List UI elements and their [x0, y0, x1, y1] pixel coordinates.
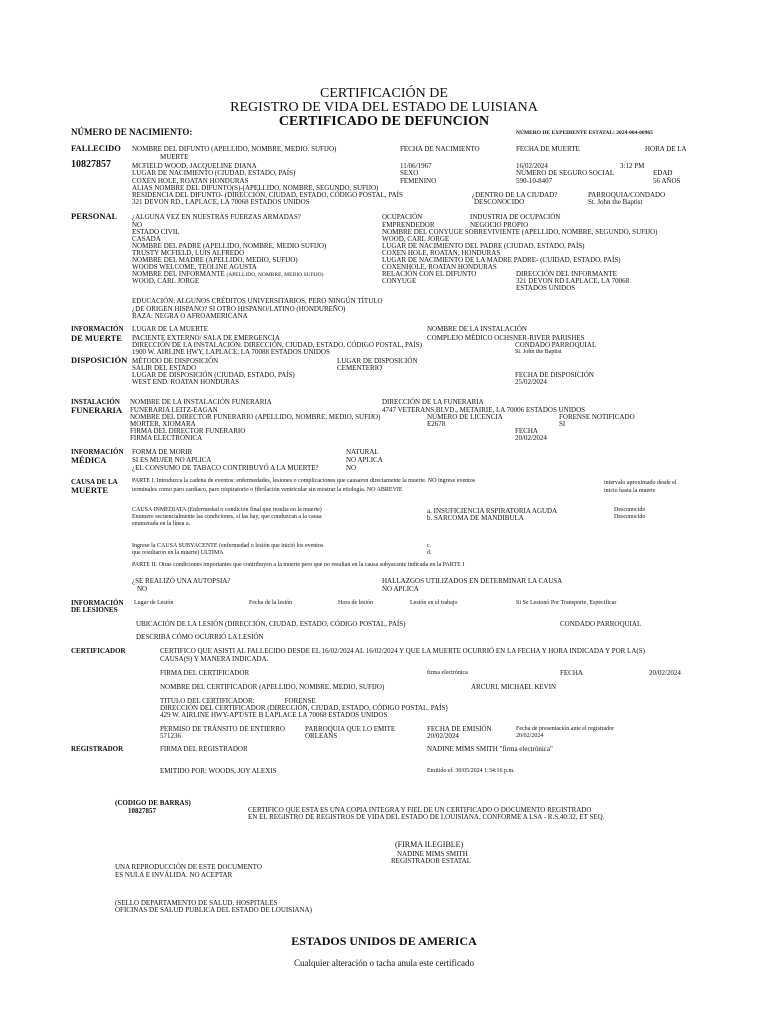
hispanic-origin: ¿DE ORIGEN HISPANO? SI OTRO HISPANO/LATINO (HONDUREÑO): [132, 305, 346, 313]
label-burial-permit: PERMISO DE TRÁNSITO DE ENTIERRO: [160, 725, 285, 733]
section-death-info: INFORMACIÓN: [71, 325, 124, 333]
manner: NATURAL: [346, 448, 379, 456]
birthdate: 11/06/1967: [400, 162, 432, 170]
section-injury: INFORMACIÓN: [71, 599, 124, 607]
label-sex: SEXO: [400, 169, 419, 177]
funeral-date: 20/02/2024: [515, 434, 547, 442]
immediate-cause-label: CAUSA INMEDIATA (Enfermedad o condición final que resulta en la muerte): [132, 507, 322, 513]
father: TRUSTY MCFIELD, LUIS ALFREDO: [132, 249, 245, 257]
disposition-location: WEST END. ROATAN HONDURAS: [132, 378, 240, 386]
death-place: PACIENTE EXTERNO/ SALA DE EMERGENCIA: [132, 334, 280, 342]
title-line3: CERTIFICADO DE DEFUNCION: [278, 114, 490, 129]
findings: NO APLICA: [382, 585, 419, 593]
label-inside-city: ¿DENTRO DE LA CIUDAD?: [472, 191, 558, 199]
seal-description: (SELLO DEPARTAMENTO DE SALUD, HOSPITALES: [115, 899, 278, 907]
autopsy: NO: [137, 585, 148, 593]
industry: NEGOCIO PROPIO: [470, 221, 529, 229]
informant: WOOD, CARL JORGE: [132, 277, 200, 285]
burial-permit: 571236: [160, 732, 181, 740]
residence: 321 DEVON RD., LAPLACE, LA 70068 ESTADOS UNIDOS: [132, 198, 310, 206]
label-age: EDAD: [653, 169, 673, 177]
pregnancy-question: SI ES MUJER NO APLICA: [132, 456, 212, 464]
death-parish: St. John the Baptist: [515, 349, 562, 355]
label-armed-forces: ¿ALGUNA VEZ EN NUESTRAS FUERZAS ARMADAS?: [132, 213, 301, 221]
section-funeral-2: FUNERARIA: [71, 405, 122, 415]
section-disposition: DISPOSICIÓN: [71, 355, 128, 365]
label-alias: ALIAS NOMBRE DEL DIFUNTO(S)-(APELLIDO, NOMBRE, SEGUNDO, SUFIJO): [132, 184, 379, 192]
immediate-cause-label-3: enumerada en la línea a.: [132, 521, 191, 527]
label-disposition-location: LUGAR DE DISPOSICIÓN (CIUDAD, ESTADO, PAÍS): [132, 371, 295, 379]
ssn: 590-10-8407: [516, 177, 553, 185]
label-mother: NOMBRE DEL MADRE (APELLIDO, MEDIO, SUFIJO): [132, 256, 298, 264]
armed-forces: NO: [132, 221, 143, 229]
barcode-number: 10827857: [128, 807, 156, 815]
section-death-info-2: DE MUERTE: [71, 333, 122, 343]
country-heading: ESTADOS UNIDOS DE AMERICA: [291, 934, 477, 948]
label-disposition-date: FECHA DE DISPOSICIÓN: [515, 371, 594, 379]
label-father: NOMBRE DEL PADRE (APELLIDO, NOMBRE, MEDIO SUFIJO): [132, 242, 327, 250]
part1-instructions-2: terminales como paro cardíaco, paro respiratorio o fibrilación ventricular sin mostrar la etiología. NO ABREVIE: [132, 487, 403, 493]
label-injury-transport: Si Se Lesionó Por Transporte, Especificar: [516, 600, 617, 606]
spouse: WOOD, CARL JORGE: [382, 235, 450, 243]
certifier-statement-2: CAUSA(S) Y MANERA INDICADA.: [160, 655, 269, 663]
birth-number-label: NÚMERO DE NACIMIENTO:: [71, 127, 193, 137]
label-license: NÚMERO DE LICENCIA: [427, 413, 503, 421]
section-registrar: REGISTRADOR: [71, 745, 124, 753]
label-autopsy: ¿SE REALIZÓ UNA AUTOPSIA?: [132, 577, 231, 585]
immediate-cause-label-2: Enumere secuencialmente las condiciones, si las hay, que conduzcan a la causa: [132, 514, 322, 520]
issued-on: Emitido el: 30/05/2024 1:34:16 p.m.: [427, 768, 515, 774]
cause-b: b. SARCOMA DE MANDIBULA: [427, 514, 524, 522]
decedent-name: MCFIELD WOOD, JACQUELINE DIANA: [132, 162, 257, 170]
seal-description-2: OFICINAS DE SALUD PUBLICA DEL ESTADO DE LOUISIANA): [115, 906, 312, 914]
disposition-method: SALIR DEL ESTADO: [132, 364, 197, 372]
label-certifier-signature: FIRMA DEL CERTIFICADOR: [160, 669, 250, 677]
interval-b: Desconocido: [614, 514, 646, 520]
registrar-signature: NADINE MIMS SMITH "firma electrónica": [427, 745, 553, 753]
father-birthplace: COXEN HOLE, ROATAN, HONDURAS: [382, 249, 501, 257]
label-institution-address: DIRECCIÓN DE LA INSTALACIÓN: DIRECCIÓN, CIUDAD, ESTADO, CÓDIGO POSTAL, PAÍS): [132, 341, 422, 349]
certificate-number: 10827857: [71, 159, 111, 170]
label-funeral-home: NOMBRE DE LA INSTALACIÓN FUNERARIA: [130, 398, 272, 406]
part2-text: PARTE II. Otras condiciones importantes que contribuyen a la muerte pero que no resultan en la causa subyacente indicada en la PARTE I: [132, 562, 465, 568]
disposition-date: 25/02/2024: [515, 378, 547, 386]
title-line2: REGISTRO DE VIDA DEL ESTADO DE LUISIANA: [230, 100, 538, 115]
label-decedent-name: NOMBRE DEL DIFUNTO (APELLIDO, NOMBRE, MEDIO. SUFIJO): [132, 145, 337, 153]
funeral-director: MORTER, XIOMARA: [130, 420, 196, 428]
label-parish: PARROQUIA/CONDADO: [588, 191, 666, 199]
label-industry: INDUSTRIA DE OCUPACIÓN: [470, 213, 561, 221]
tobacco-question: ¿EL CONSUMO DE TABACO CONTRIBUYÓ A LA MUERTE?: [132, 464, 319, 472]
institution-address: 1900 W. AIRLINE HWY, LAPLACE, LA 70088 ESTADOS UNIDOS: [132, 348, 330, 356]
label-deathdate: FECHA DE MUERTE: [516, 145, 580, 153]
certifier-title-label: TITULO DEL CERTIFICADOR:: [160, 697, 255, 705]
coroner-notified: SI: [559, 420, 566, 428]
certifier-date: 20/02/2024: [649, 669, 681, 677]
label-disposition-place: LUGAR DE DISPOSICIÓN: [337, 357, 418, 365]
label-informant-address: DIRECCIÓN DEL INFORMANTE: [516, 270, 617, 278]
label-spouse: NOMBRE DEL CONYUGE SOBREVIVIENTE (APELLIDO, NOMBRE, SEGUNDO, SUFIJO): [382, 228, 658, 236]
reproduction-notice: UNA REPRODUCCIÓN DE ESTE DOCUMENTO: [115, 863, 262, 871]
interval-label-2: inicio hasta la muerte: [604, 488, 656, 494]
state-registrar-title: REGISTRADOR ESTATAL: [391, 857, 471, 865]
label-funeral-date: FECHA: [515, 427, 538, 435]
disposition-place: CEMENTERIO: [337, 364, 383, 372]
birthplace: COXEN HOLE, ROATAN HONDURAS: [132, 177, 249, 185]
sex: FEMENINO: [400, 177, 437, 185]
label-issue-date: FECHA DE EMISIÓN: [427, 725, 492, 733]
death-time: 3:12 PM: [620, 162, 645, 170]
certifier-name: ARCURI, MICHAEL KEVIN: [471, 683, 557, 691]
funeral-home: FUNERARIA LEITZ-EAGAN: [130, 406, 218, 414]
state-registrar-name: NADINE MIMS SMITH: [397, 850, 468, 858]
section-cause: CAUSA DE LA: [71, 478, 118, 486]
file-number: NÚMERO DE EXPEDIENTE ESTATAL: 2024-004-00965: [516, 130, 653, 136]
section-injury-2: DE LESIONES: [71, 606, 118, 614]
part1-instructions: PARTE I. Introduzca la cadena de eventos: enfermedades, lesiones o complicaciones que causaron directamente la muerte. NO ingrese eventos: [132, 478, 476, 484]
inside-city: DESCONOCIDO: [474, 198, 525, 206]
director-signature: FIRMA ELECTRONICA: [130, 434, 203, 442]
label-ssn: NÚMERO DE SEGURO SOCIAL: [516, 169, 615, 177]
section-certifier: CERTIFICADOR: [71, 647, 126, 655]
label-birthdate: FECHA DE NACIMIENTO: [400, 145, 480, 153]
informant-address: 321 DEVON RD LAPLACE, LA 70068: [516, 277, 630, 285]
license: E2678: [427, 420, 446, 428]
label-civil-status: ESTADO CIVIL: [132, 228, 180, 236]
label-disposition-method: MÉTODO DE DISPOSICIÓN: [132, 357, 219, 365]
certifier-statement: CERTIFICO QUE ASISTI AL FALLECIDO DESDE EL 16/02/2024 AL 16/02/2024 Y QUE LA MUERTE OCURRIÓ EN LA FECHA Y HORA INDICADA Y POR LA(S): [160, 647, 645, 655]
race: RAZA: NEGRA O AFROAMERICANA: [132, 312, 248, 320]
label-registrar-signature: FIRMA DEL REGISTRADOR: [160, 745, 248, 753]
label-funeral-director: NOMBRE DEL DIRECTOR FUNERARIO (APELLIDO, NOMBRE, MEDIO, SUFIJO): [130, 413, 381, 421]
relation: CONYUGE: [382, 277, 417, 285]
label-manner: FORMA DE MORIR: [132, 448, 193, 456]
underlying-cause-label-2: que resultaron en la muerte) ULTIMA: [132, 550, 224, 556]
label-injury-parish: CONDADO PARROQUIAL: [560, 620, 642, 628]
copy-certification: CERTIFICO QUE ESTA ES UNA COPIA INTEGRA Y FIEL DE UN CERTIFICADO O DOCUMENTO REGISTRADO: [248, 806, 592, 814]
label-relation: RELACIÓN CON EL DIFUNTO: [382, 270, 477, 278]
label-occupation: OCUPACIÓN: [382, 213, 423, 221]
label-injury-date: Fecha de la lesión: [249, 600, 293, 606]
alteration-warning: Cualquier alteración o tacha anula este certificado: [294, 958, 474, 968]
label-coroner-notified: FORENSE NOTIFICADO: [559, 413, 635, 421]
section-fallecido: FALLECIDO: [71, 143, 121, 153]
interval-label: intervalo aproximado desde el: [604, 480, 677, 486]
tobacco: NO: [346, 464, 357, 472]
label-director-signature: FIRMA DEL DIRECTOR FUNERARIO: [130, 427, 246, 435]
mother-birthplace: COXENHOLE, ROATAN HONDURAS: [382, 263, 497, 271]
certifier-title: FORENSE: [284, 697, 316, 705]
cause-d: d.: [427, 550, 432, 556]
label-injury-work: Lesión en el trabajo: [410, 600, 458, 606]
label-informant-main: NOMBRE DEL INFORMANTE: [132, 270, 225, 278]
label-death-hour: HORA DE LA: [645, 145, 687, 153]
label-father-birthplace: LUGAR DE NACIMIENTO DEL PADRE (CIUDAD, ESTADO, PAÍS): [382, 242, 585, 250]
education: EDUCACIÓN: ALGUNOS CRÉDITOS UNIVERSITARIOS, PERO NINGÚN TÍTULO: [132, 297, 383, 305]
label-injury-time: Hora de lesión: [338, 600, 373, 606]
section-funeral: INSTALACIÓN: [71, 398, 120, 406]
label-issuing-parish: PARROQUIA QUE LO EMITE: [305, 725, 396, 733]
civil-status: CASADA: [132, 235, 161, 243]
parish: St. John the Baptist: [588, 198, 643, 206]
label-injury-location: UBICACIÓN DE LA LESIÓN (DIRECCIÓN, CIUDAD, ESTADO, CÓDIGO POSTAL, PAÍS): [136, 620, 406, 628]
reproduction-notice-2: ES NULA E INVÁLIDA. NO ACEPTAR: [115, 871, 233, 879]
label-injury-place: Lugar de Lesión: [134, 600, 174, 606]
section-cause-2: MUERTE: [71, 485, 109, 495]
pregnancy: NO APLICA: [346, 456, 383, 464]
illegible-signature: (FIRMA ILEGIBLE): [395, 840, 464, 849]
cause-c: c.: [427, 543, 432, 549]
funeral-address: 4747 VETERANS BLVD., METAIRIE, LA 70006 ESTADOS UNIDOS: [382, 406, 586, 414]
section-medical-2: MÉDICA: [71, 455, 107, 465]
label-filing-date: Fecha de presentación ante el registrador: [516, 726, 615, 732]
barcode-label: (CODIGO DE BARRAS): [115, 799, 191, 807]
label-death-parish: CONDADO PARROQUIAL: [515, 341, 597, 349]
label-birthplace: LUGAR DE NACIMIENTO (CIUDAD, ESTADO, PAÍS): [132, 169, 296, 177]
deathdate: 16/02/2024: [516, 162, 548, 170]
filing-date: 20/02/2024: [516, 733, 544, 739]
label-certifier-address: DIRECCIÓN DEL CERTIFICADOR (DIRECCIÓN, CIUDAD, ESTADO, CÓDIGO POSTAL, PAÍS): [160, 704, 448, 712]
institution: COMPLEJO MÉDICO OCHSNER-RIVER PARISHES: [427, 334, 585, 342]
label-mother-birthplace: LUGAR DE NACIMIENTO DE LA MADRE PADRE- (CUIDAD, ESTADO, PAÍS): [382, 256, 621, 264]
label-funeral-address: DIRECCIÓN DE LA FUNERARIA: [382, 398, 484, 406]
title-line1: CERTIFICACIÓN DE: [320, 86, 448, 101]
certifier-address: 429 W. AIRLINE HWY-APT/STE B LAPLACE LA 70068 ESTADOS UNIDOS: [160, 711, 388, 719]
issue-date: 20/02/2024: [427, 732, 459, 740]
occupation: EMPRENDEDOR: [382, 221, 435, 229]
label-certifier-name: NOMBRE DEL CERTIFICADOR (APELLIDO, NOMBRE, MEDIO, SUFIJO): [160, 683, 385, 691]
label-residence: RESIDENCIA DEL DIFUNTO- (DIRECCIÓN, CIUDAD, ESTADO, CÓDIGO POSTAL, PAÍS: [132, 191, 403, 199]
issued-by: EMITIDO POR: WOODS, JOY ALEXIS: [160, 767, 277, 775]
section-personal: PERSONAL: [71, 211, 118, 221]
informant-address-2: ESTADOS UNIDOS: [516, 284, 576, 292]
label-death-place: LUGAR DE LA MUERTE: [132, 325, 208, 333]
label-death-hour-2: MUERTE: [160, 153, 189, 161]
age: 56 AÑOS: [653, 177, 681, 185]
interval-a: Desconocido: [614, 507, 646, 513]
issuing-parish: ORLEANS: [305, 732, 338, 740]
label-findings: HALLAZGOS UTILIZADOS EN DETERMINAR LA CAUSA: [382, 577, 563, 585]
label-injury-how: DESCRIBA CÓMO OCURRIÓ LA LESIÓN: [136, 633, 264, 641]
label-informant-sub: (APELLIDO, NOMBRE, MEDIO SUFIJO): [226, 272, 324, 278]
section-medical: INFORMACIÓN: [71, 448, 124, 456]
copy-certification-2: EN EL REGISTRO DE REGISTROS DE VIDA DEL ESTADO DE LOUISIANA, CONFORME A LSA - R.S.40:32, ET SEQ.: [248, 813, 605, 821]
cause-a: a. INSUFICIENCIA RSPIRATORIA AGUDA: [427, 507, 558, 515]
underlying-cause-label: Ingrese la CAUSA SUBYACENTE (enfermedad o lesión que inició los eventos: [132, 543, 324, 549]
label-institution: NOMBRE DE LA INSTALACIÓN: [427, 325, 527, 333]
mother: WOODS WELCOME, TEOLINE AGUSTA: [132, 263, 257, 271]
certifier-signature: firma electrónica: [427, 670, 468, 676]
label-certifier-date: FECHA: [560, 669, 583, 677]
